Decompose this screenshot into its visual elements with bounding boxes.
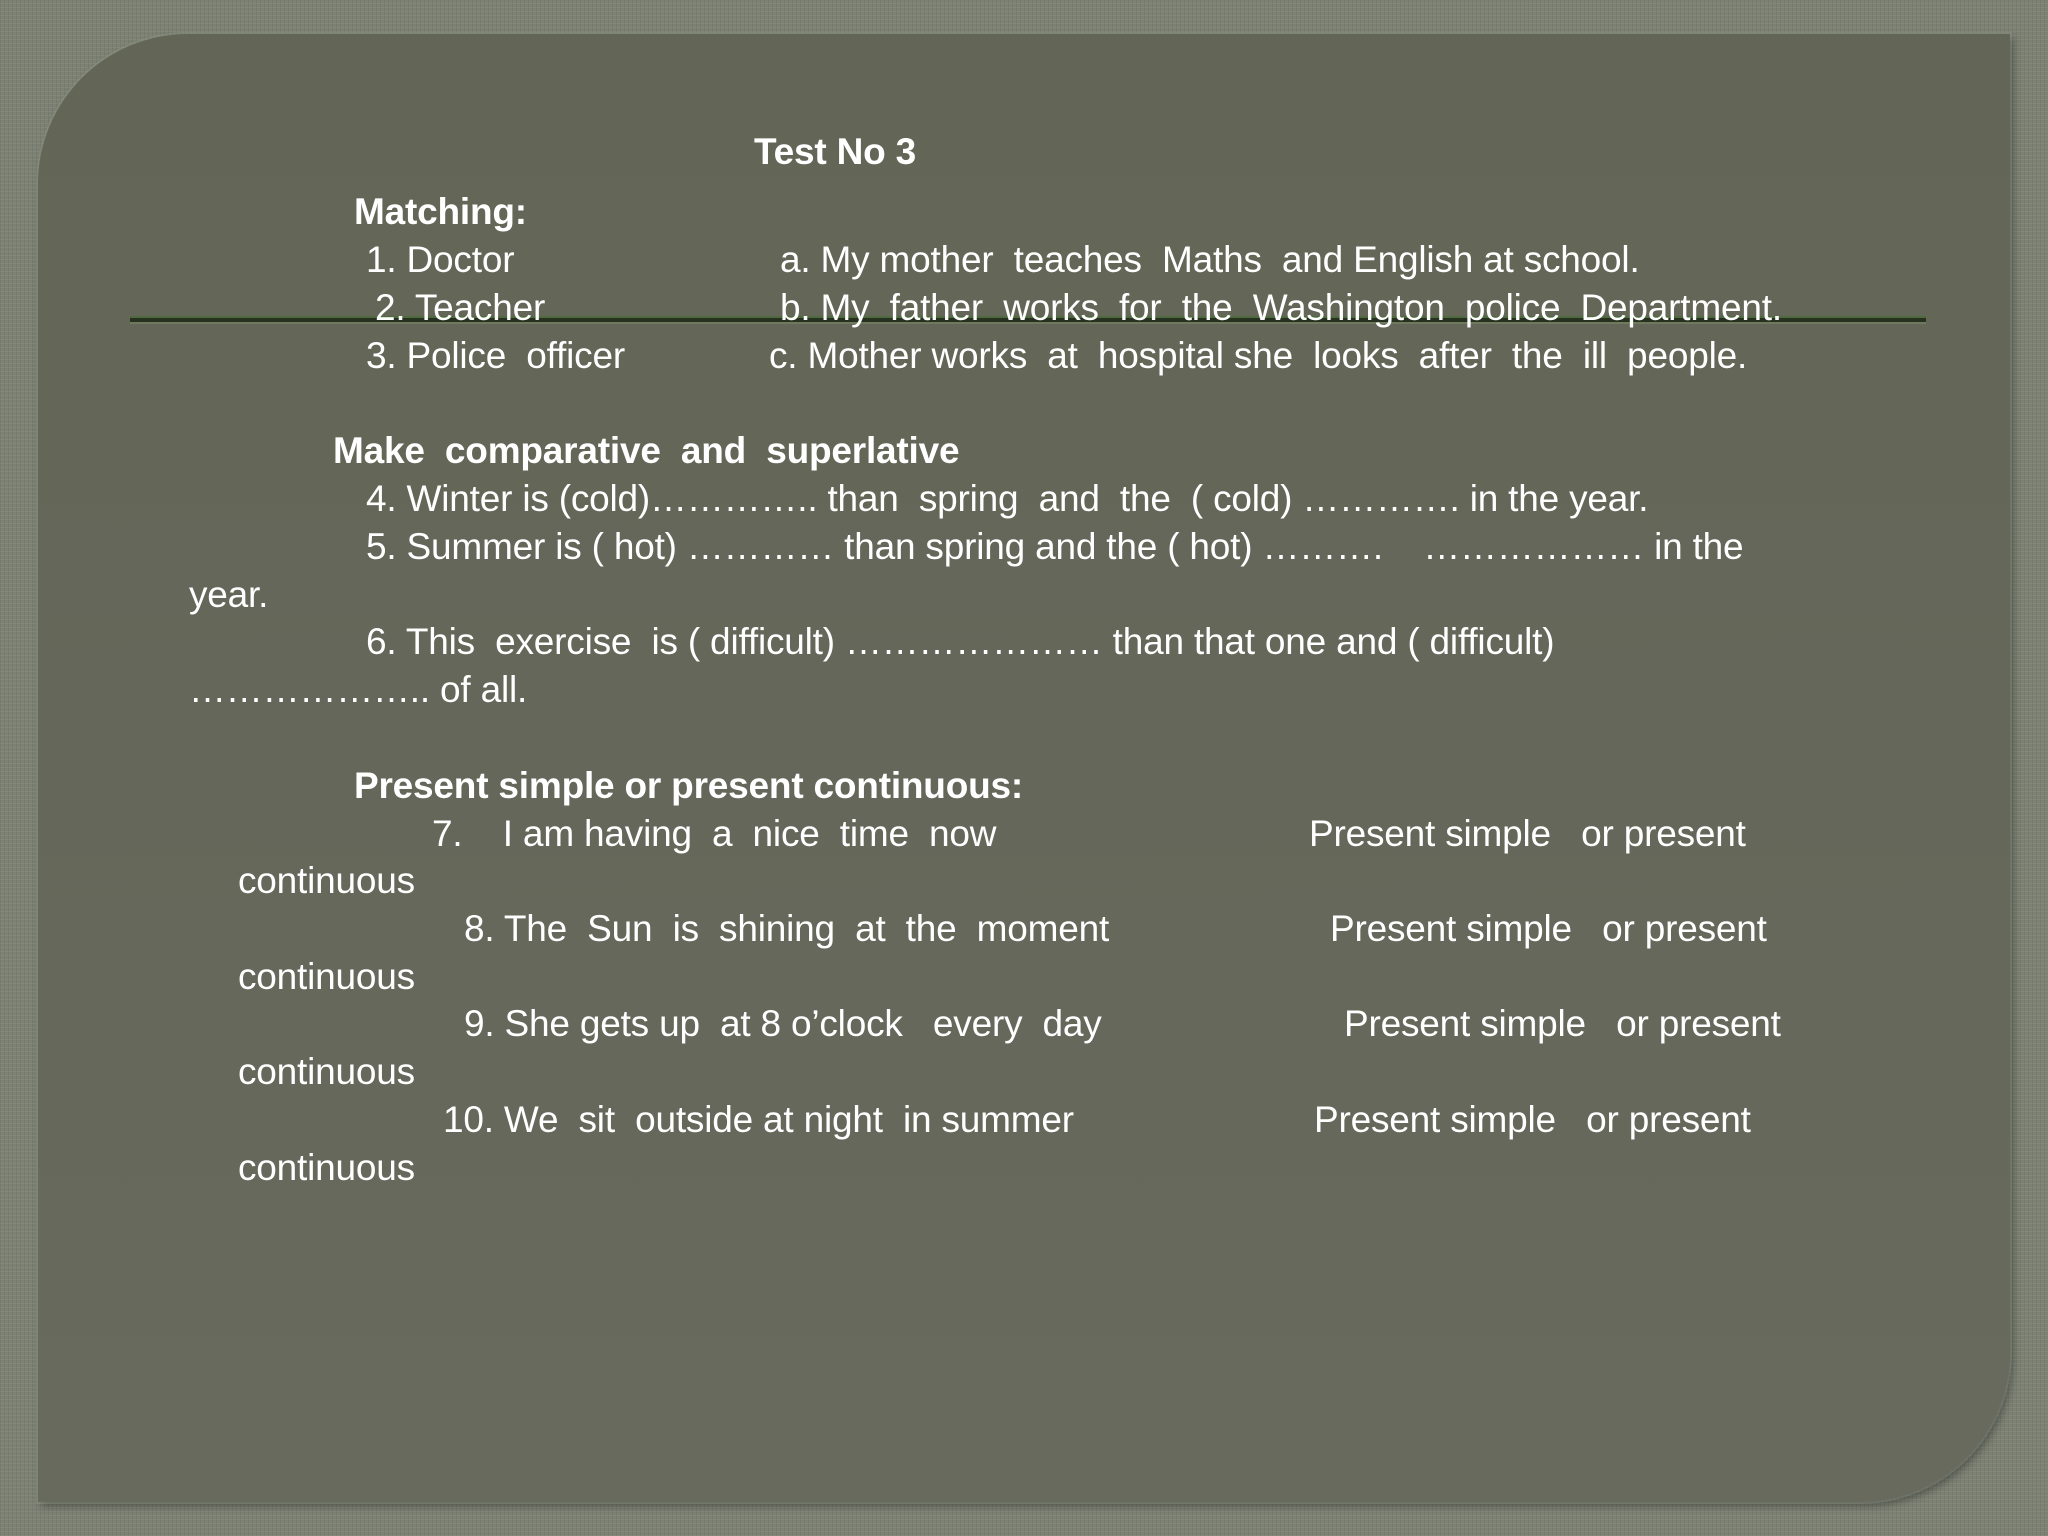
tenses-wrap-8: continuous	[238, 956, 415, 997]
tenses-item-10: 10. We sit outside at night in summer	[443, 1099, 1074, 1140]
matching-left-2: 2. Teacher	[375, 287, 546, 328]
comparative-item-5-wrap: year.	[189, 574, 269, 615]
tenses-choice-7: Present simple or present	[1309, 813, 1746, 854]
comparative-item-6-wrap: ……………….. of all.	[189, 669, 528, 710]
tenses-choice-8: Present simple or present	[1330, 908, 1767, 949]
matching-left-3: 3. Police officer	[366, 335, 625, 376]
tenses-choice-10: Present simple or present	[1314, 1099, 1751, 1140]
tenses-choice-9: Present simple or present	[1344, 1003, 1781, 1044]
matching-heading: Matching:	[354, 191, 527, 232]
tenses-wrap-9: continuous	[238, 1051, 415, 1092]
matching-right-c: c. Mother works at hospital she looks after the ill people.	[769, 335, 1748, 376]
tenses-item-8: 8. The Sun is shining at the moment	[464, 908, 1110, 949]
comparative-item-4: 4. Winter is (cold)………….. than spring and the ( cold) …………. in the year.	[366, 478, 1649, 519]
tenses-heading: Present simple or present continuous:	[354, 765, 1024, 806]
comparative-item-5: 5. Summer is ( hot) ………… than spring and the ( hot) ………. ……………… in the	[366, 526, 1744, 567]
tenses-item-9: 9. She gets up at 8 o’clock every day	[464, 1003, 1102, 1044]
comparative-heading: Make comparative and superlative	[333, 430, 960, 471]
page-title: Test No 3	[754, 131, 916, 172]
comparative-item-6: 6. This exercise is ( difficult) ………………… than that one and ( difficult)	[366, 621, 1555, 662]
tenses-wrap-7: continuous	[238, 860, 415, 901]
tenses-item-7: 7. I am having a nice time now	[432, 813, 997, 854]
tenses-wrap-10: continuous	[238, 1147, 415, 1188]
matching-right-b: b. My father works for the Washington police Department.	[780, 287, 1782, 328]
matching-left-1: 1. Doctor	[366, 239, 515, 280]
matching-right-a: a. My mother teaches Maths and English at school.	[780, 239, 1640, 280]
